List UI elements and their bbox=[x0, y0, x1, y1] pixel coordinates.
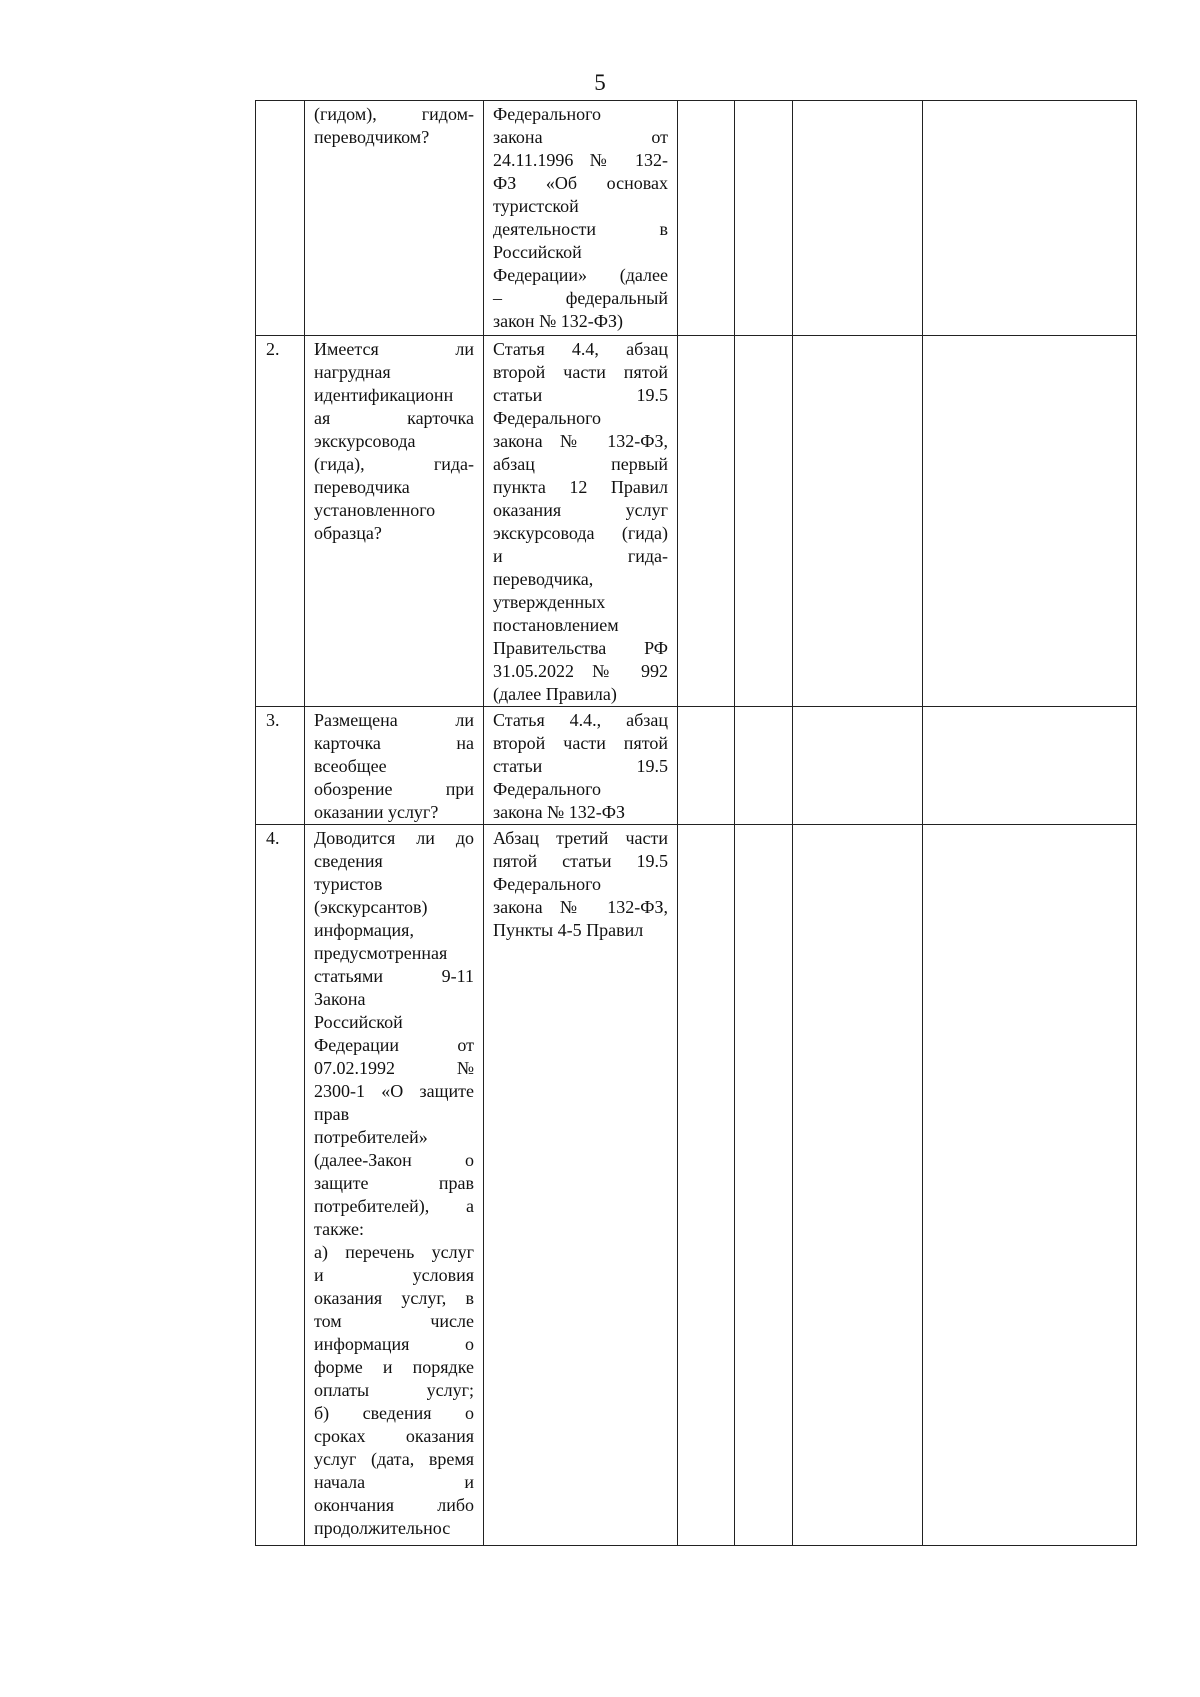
question-line: а) перечень услуг bbox=[314, 1242, 474, 1262]
reference-line: статьи 19.5 bbox=[493, 385, 668, 405]
reference-line: оказания услуг bbox=[493, 500, 668, 520]
question-line: сведения bbox=[314, 851, 383, 871]
question-line: информация, bbox=[314, 920, 414, 940]
question-line: всеобщее bbox=[314, 756, 387, 776]
question-line: том числе bbox=[314, 1311, 474, 1331]
reference-line: переводчика, bbox=[493, 569, 594, 589]
reference-line: 24.11.1996 № 132- bbox=[493, 150, 668, 170]
reference-line: Федерального bbox=[493, 874, 602, 894]
legal-reference-cell bbox=[484, 825, 678, 1546]
reference-line: 31.05.2022 № 992 bbox=[493, 661, 668, 681]
reference-line: закона № 132-ФЗ bbox=[493, 802, 625, 822]
question-line: обозрение при bbox=[314, 779, 474, 799]
reference-line: утвержденных bbox=[493, 592, 606, 612]
reference-line: Федерального bbox=[493, 104, 602, 124]
question-line: Размещена ли bbox=[314, 710, 474, 730]
reference-line: закон № 132-ФЗ) bbox=[493, 311, 623, 331]
answer-no-cell bbox=[735, 707, 793, 825]
answer-no-cell bbox=[735, 336, 793, 707]
question-line: (далее-Закон о bbox=[314, 1150, 474, 1170]
question-line: нагрудная bbox=[314, 362, 391, 382]
reference-line: и гида- bbox=[493, 546, 668, 566]
question-line: предусмотренная bbox=[314, 943, 448, 963]
reference-line: Абзац третий части bbox=[493, 828, 668, 848]
question-line: (гида), гида- bbox=[314, 454, 474, 474]
table-row bbox=[256, 336, 1137, 707]
reference-line: – федеральный bbox=[493, 288, 668, 308]
table-row bbox=[256, 707, 1137, 825]
question-line: переводчика bbox=[314, 477, 410, 497]
row-number: 3. bbox=[256, 707, 305, 825]
question-line: статьями 9-11 bbox=[314, 966, 474, 986]
note-cell bbox=[923, 336, 1137, 707]
reference-line: (далее Правила) bbox=[493, 684, 617, 704]
question-line: (гидом), гидом- bbox=[314, 104, 474, 124]
row-number bbox=[256, 101, 305, 336]
question-line: 07.02.1992 № bbox=[314, 1058, 474, 1078]
note-cell bbox=[923, 707, 1137, 825]
question-line: 2300-1 «О защите bbox=[314, 1081, 474, 1101]
reference-line: закона № 132-ФЗ, bbox=[493, 897, 668, 917]
legal-reference-cell bbox=[484, 336, 678, 707]
question-line: потребителей» bbox=[314, 1127, 428, 1147]
question-line: Закона bbox=[314, 989, 366, 1009]
reference-line: Российской bbox=[493, 242, 582, 262]
reference-line: Федерации» (далее bbox=[493, 265, 668, 285]
question-line: карточка на bbox=[314, 733, 474, 753]
reference-line: деятельности в bbox=[493, 219, 668, 239]
note-cell bbox=[923, 101, 1137, 336]
question-line: Федерации от bbox=[314, 1035, 474, 1055]
reference-line: закона от bbox=[493, 127, 668, 147]
question-line: Имеется ли bbox=[314, 339, 474, 359]
reference-line: ФЗ «Об основах bbox=[493, 173, 668, 193]
table-row bbox=[256, 825, 1137, 1546]
reference-line: Федерального bbox=[493, 408, 602, 428]
answer-yes-cell bbox=[678, 101, 735, 336]
reference-line: Федерального bbox=[493, 779, 602, 799]
answer-na-cell bbox=[793, 101, 923, 336]
question-line: также: bbox=[314, 1219, 365, 1239]
reference-line: закона № 132-ФЗ, bbox=[493, 431, 668, 451]
answer-yes-cell bbox=[678, 336, 735, 707]
question-line: переводчиком? bbox=[314, 127, 430, 147]
reference-line: Правительства РФ bbox=[493, 638, 668, 658]
reference-line: статьи 19.5 bbox=[493, 756, 668, 776]
question-line: идентификационн bbox=[314, 385, 454, 405]
question-cell bbox=[305, 707, 484, 825]
checklist-table bbox=[255, 100, 1137, 1546]
question-line: защите прав bbox=[314, 1173, 474, 1193]
question-line: продолжительнос bbox=[314, 1518, 451, 1538]
question-line: информация о bbox=[314, 1334, 474, 1354]
answer-na-cell bbox=[793, 707, 923, 825]
question-cell bbox=[305, 336, 484, 707]
row-number: 2. bbox=[256, 336, 305, 707]
answer-na-cell bbox=[793, 336, 923, 707]
reference-line: второй части пятой bbox=[493, 362, 668, 382]
question-line: услуг (дата, время bbox=[314, 1449, 474, 1469]
question-line: ая карточка bbox=[314, 408, 474, 428]
answer-no-cell bbox=[735, 101, 793, 336]
question-line: окончания либо bbox=[314, 1495, 474, 1515]
reference-line: туристской bbox=[493, 196, 579, 216]
reference-line: Статья 4.4., абзац bbox=[493, 710, 668, 730]
row-number: 4. bbox=[256, 825, 305, 1546]
question-line: оказании услуг? bbox=[314, 802, 439, 822]
reference-line: Пункты 4-5 Правил bbox=[493, 920, 644, 940]
question-line: и условия bbox=[314, 1265, 474, 1285]
question-line: б) сведения о bbox=[314, 1403, 474, 1423]
answer-no-cell bbox=[735, 825, 793, 1546]
reference-line: пункта 12 Правил bbox=[493, 477, 668, 497]
question-line: оказания услуг, в bbox=[314, 1288, 474, 1308]
reference-line: постановлением bbox=[493, 615, 619, 635]
question-line: установленного bbox=[314, 500, 436, 520]
reference-line: Статья 4.4, абзац bbox=[493, 339, 668, 359]
question-line: туристов bbox=[314, 874, 383, 894]
reference-line: абзац первый bbox=[493, 454, 668, 474]
question-line: сроках оказания bbox=[314, 1426, 474, 1446]
question-line: Доводится ли до bbox=[314, 828, 474, 848]
question-line: образца? bbox=[314, 523, 382, 543]
question-line: экскурсовода bbox=[314, 431, 416, 451]
reference-line: экскурсовода (гида) bbox=[493, 523, 668, 543]
answer-yes-cell bbox=[678, 825, 735, 1546]
question-line: прав bbox=[314, 1104, 350, 1124]
legal-reference-cell bbox=[484, 707, 678, 825]
question-line: Российской bbox=[314, 1012, 403, 1032]
legal-reference-cell bbox=[484, 101, 678, 336]
question-line: (экскурсантов) bbox=[314, 897, 428, 917]
question-line: потребителей), а bbox=[314, 1196, 474, 1216]
answer-yes-cell bbox=[678, 707, 735, 825]
reference-line: второй части пятой bbox=[493, 733, 668, 753]
table-row bbox=[256, 101, 1137, 336]
note-cell bbox=[923, 825, 1137, 1546]
question-line: оплаты услуг; bbox=[314, 1380, 474, 1400]
reference-line: пятой статьи 19.5 bbox=[493, 851, 668, 871]
question-line: форме и порядке bbox=[314, 1357, 474, 1377]
question-line: начала и bbox=[314, 1472, 474, 1492]
question-cell bbox=[305, 825, 484, 1546]
question-cell bbox=[305, 101, 484, 336]
page-number: 5 bbox=[594, 70, 606, 95]
answer-na-cell bbox=[793, 825, 923, 1546]
